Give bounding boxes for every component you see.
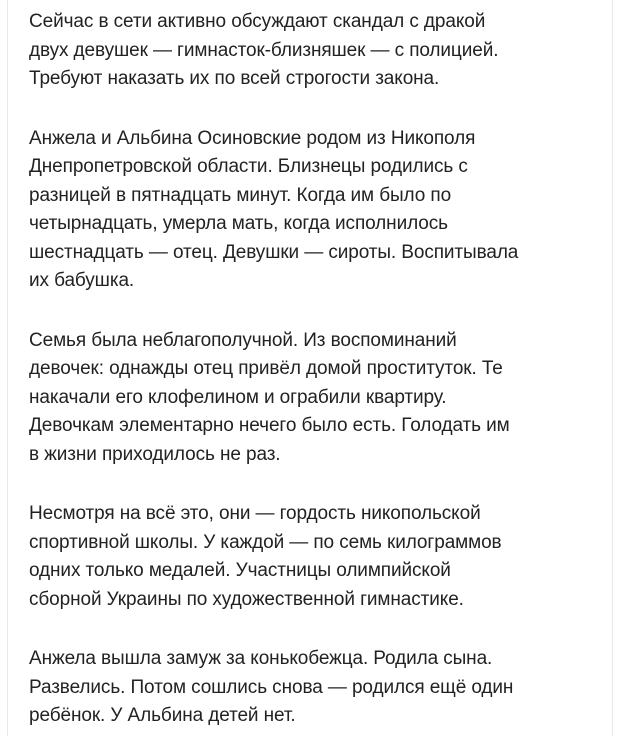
paragraph-family — [29, 327, 598, 470]
text-line: разницей в пятнадцать минут. Когда им было по — [29, 184, 452, 206]
article-body — [7, 0, 613, 736]
text-line: накачали его клофелином и ограбили квартиру. — [29, 386, 447, 408]
text-line: Девочкам элементарно нечего было есть. Голодать им — [29, 415, 510, 436]
text-line: Несмотря на всё это, они — гордость никопольской — [29, 503, 481, 524]
text-line: их бабушка. — [29, 270, 135, 291]
text-line: девочек: однажды отец привёл домой проституток. Те — [29, 358, 503, 379]
text-line: Семья была неблагополучной. Из воспоминаний — [29, 329, 457, 351]
text-line: ребёнок. У Альбина детей нет. — [29, 705, 296, 726]
text-line: шестнадцать — отец. Девушки — сироты. Воспитывала — [29, 241, 519, 263]
text-line: Развелись. Потом сошлись снова — родился ещё один — [29, 676, 514, 698]
text-line: сборной Украины по художественной гимнастике. — [29, 588, 464, 610]
text-line: Анжела и Альбина Осиновские родом из Никополя — [29, 127, 476, 149]
text-line: Анжела вышла замуж за конькобежца. Родила сына. — [29, 648, 493, 669]
text-line: одних только медалей. Участницы олимпийской — [29, 560, 451, 581]
text-line: четырнадцать, умерла мать, когда исполнилось — [29, 213, 448, 234]
text-line: Требуют наказать их по всей строгости закона. — [29, 68, 440, 89]
text-line: Сейчас в сети активно обсуждают скандал с дракой — [29, 11, 486, 32]
text-line: в жизни приходилось не раз. — [29, 443, 281, 465]
paragraph-scandal — [29, 8, 598, 94]
text-line: двух девушек — гимнасток-близняшек — с полицией. — [29, 39, 499, 61]
paragraph-sport — [29, 500, 598, 614]
paragraph-origin — [29, 125, 598, 296]
paragraph-family-life — [29, 645, 598, 731]
text-line: спортивной школы. У каждой — по семь килограммов — [29, 531, 502, 553]
text-line: Днепропетровской области. Близнецы родились с — [29, 156, 468, 177]
